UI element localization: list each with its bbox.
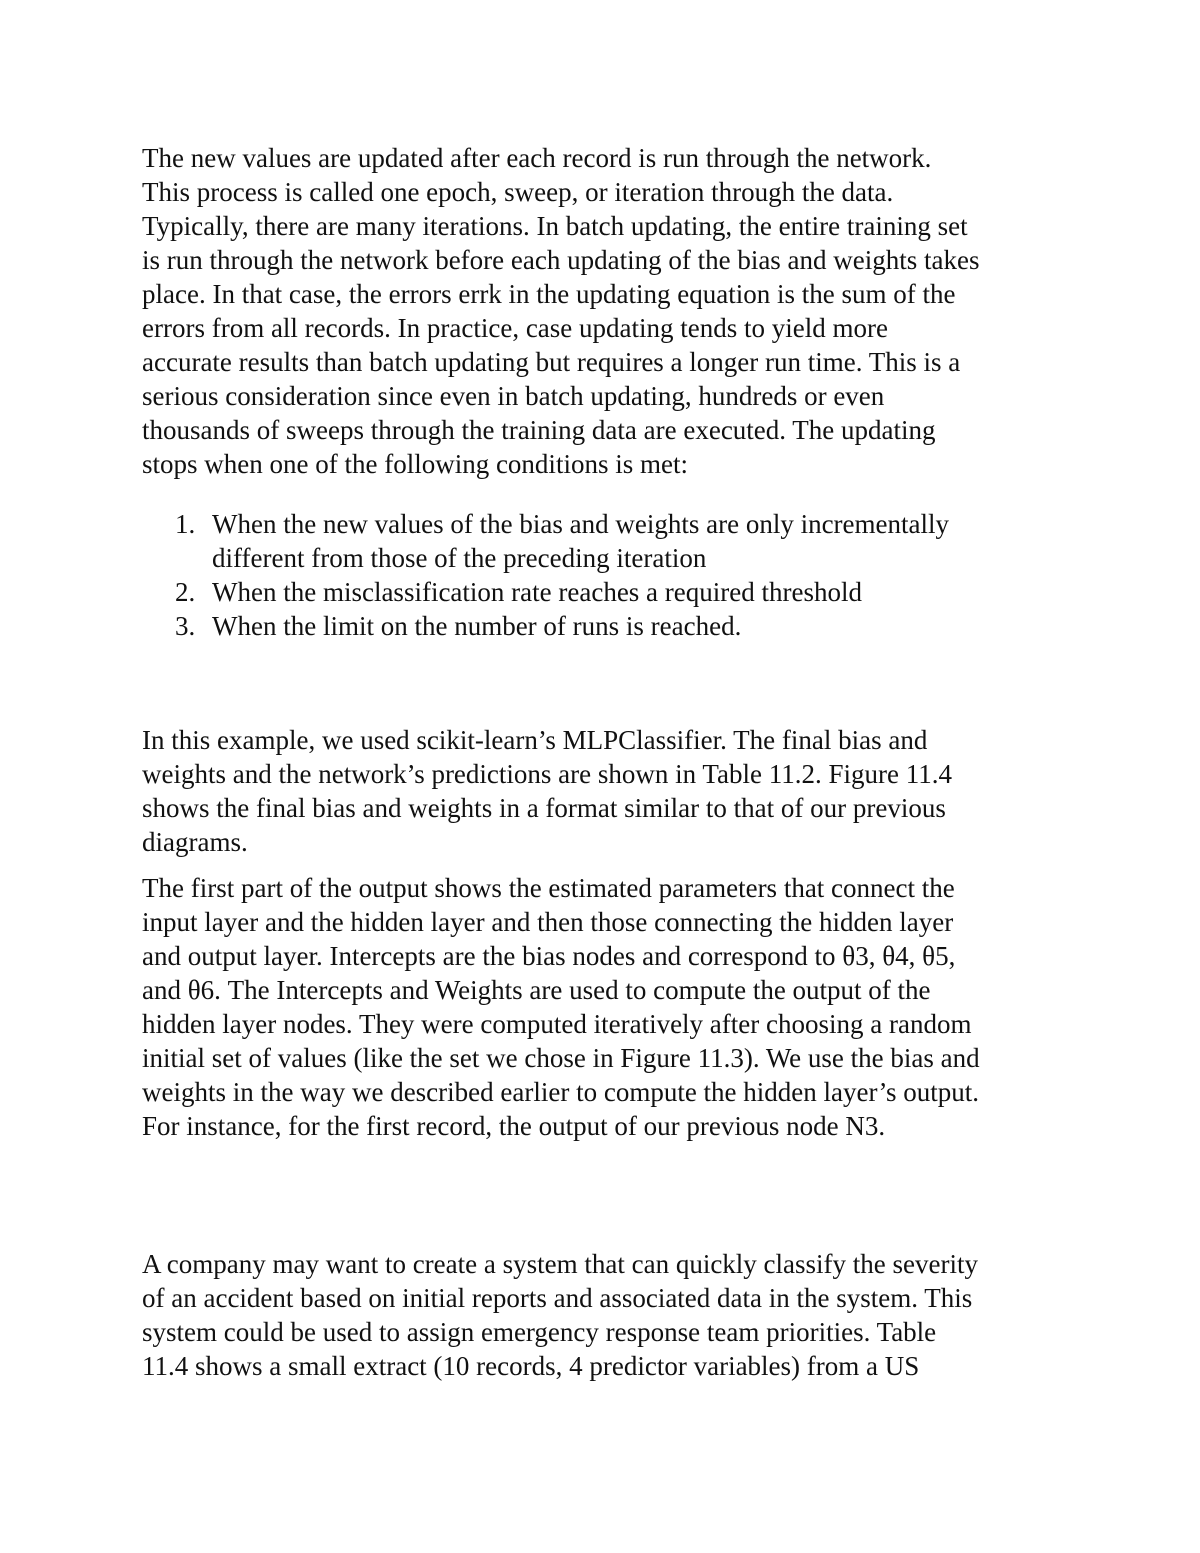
list-item-number: 3. (175, 611, 196, 641)
text-line: For instance, for the first record, the output of our previous node N3. (142, 1111, 886, 1141)
list-item (142, 609, 1062, 643)
text-line: This process is called one epoch, sweep, or iteration through the data. (142, 177, 894, 207)
paragraph-accident-severity (142, 1247, 1062, 1383)
text-line: The new values are updated after each record is run through the network. (142, 143, 932, 173)
text-line: Typically, there are many iterations. In batch updating, the entire training set (142, 211, 968, 241)
text-line: input layer and the hidden layer and then those connecting the hidden layer (142, 907, 954, 937)
text-line: In this example, we used scikit-learn’s MLPClassifier. The final bias and (142, 725, 928, 755)
text-line: is run through the network before each updating of the bias and weights takes (142, 245, 980, 275)
text-line: weights in the way we described earlier to compute the hidden layer’s output. (142, 1077, 979, 1107)
text-line: A company may want to create a system that can quickly classify the severity (142, 1249, 978, 1279)
list-item-number: 1. (175, 509, 196, 539)
paragraph-epoch-updating (142, 141, 1062, 481)
text-line: accurate results than batch updating but requires a longer run time. This is a (142, 347, 961, 377)
text-line: 11.4 shows a small extract (10 records, 4 predictor variables) from a US (142, 1351, 920, 1381)
text-line: When the misclassification rate reaches a required threshold (212, 577, 862, 607)
text-line: thousands of sweeps through the training data are executed. The updating (142, 415, 936, 445)
text-line: initial set of values (like the set we chose in Figure 11.3). We use the bias and (142, 1043, 980, 1073)
text-line: weights and the network’s predictions are shown in Table 11.2. Figure 11.4 (142, 759, 952, 789)
text-line: stops when one of the following conditions is met: (142, 449, 688, 479)
paragraph-output-parameters (142, 871, 1062, 1143)
list-item (142, 575, 1062, 609)
stopping-conditions-list (142, 507, 1062, 643)
text-line: of an accident based on initial reports and associated data in the system. This (142, 1283, 973, 1313)
list-item (142, 507, 1062, 575)
list-item-number: 2. (175, 577, 196, 607)
text-line: When the new values of the bias and weights are only incrementally (212, 509, 950, 539)
text-line: serious consideration since even in batch updating, hundreds or even (142, 381, 885, 411)
text-line: diagrams. (142, 827, 248, 857)
text-line: errors from all records. In practice, case updating tends to yield more (142, 313, 888, 343)
text-line: and output layer. Intercepts are the bias nodes and correspond to θ3, θ4, θ5, (142, 941, 956, 971)
text-line: different from those of the preceding iteration (212, 543, 707, 573)
text-line: hidden layer nodes. They were computed iteratively after choosing a random (142, 1009, 972, 1039)
text-line: system could be used to assign emergency response team priorities. Table (142, 1317, 937, 1347)
text-line: shows the final bias and weights in a format similar to that of our previous (142, 793, 946, 823)
text-line: The first part of the output shows the estimated parameters that connect the (142, 873, 955, 903)
text-line: and θ6. The Intercepts and Weights are used to compute the output of the (142, 975, 931, 1005)
text-line: When the limit on the number of runs is reached. (212, 611, 742, 641)
text-line: place. In that case, the errors errk in the updating equation is the sum of the (142, 279, 956, 309)
paragraph-mlpclassifier (142, 723, 1062, 859)
